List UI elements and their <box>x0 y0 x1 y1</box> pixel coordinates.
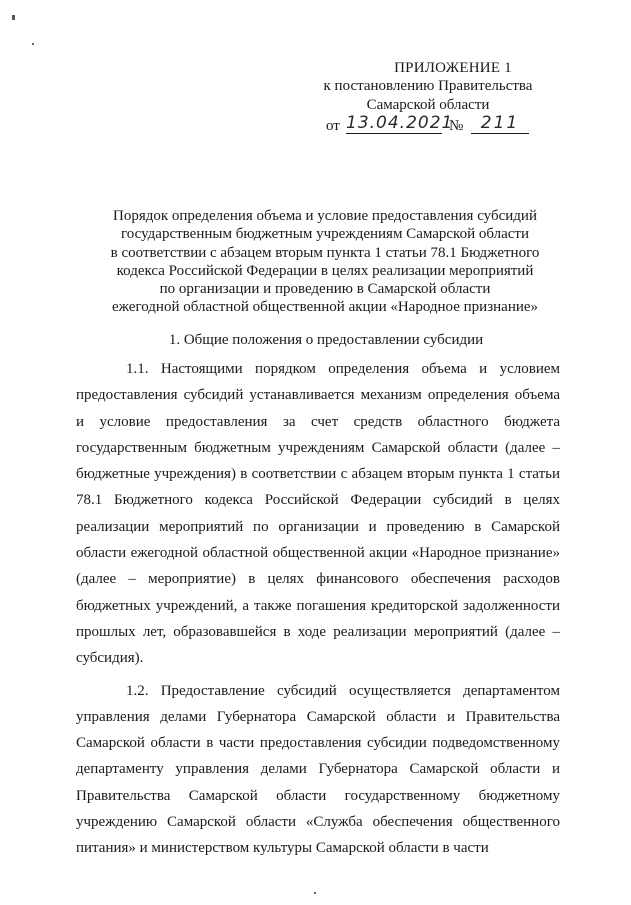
handwritten-number: 211 <box>471 114 529 134</box>
document-heading <box>80 207 570 317</box>
annex-resolution-line: к постановлению Правительства <box>323 78 533 94</box>
heading-line: в соответствии с абзацем вторым пункта 1 статьи 78.1 Бюджетного <box>110 244 540 261</box>
section-title: 1. Общие положения о предоставлении субсидии <box>168 332 484 348</box>
number-sign: № <box>449 118 464 134</box>
handwritten-date: 13.04.2021 <box>346 113 454 133</box>
annex-title: ПРИЛОЖЕНИЕ 1 <box>394 60 512 76</box>
scan-speck <box>314 892 316 894</box>
paragraph-1-2: 1.2. Предоставление субсидий осуществляется департаментом управления делами Губернатора Самарской области и Правительства Самарской области в части предоставления субсидии подведомственному департаменту управления делами Губернатора Самарской области и Правительства Самарской области государственному бюджетному учреждению Самарской области «Служба обеспечения общественного питания» и министерством культуры Самарской области в части <box>76 682 560 857</box>
annex-date-number-line <box>313 114 543 136</box>
heading-line: государственным бюджетным учреждениям Самарской области <box>121 226 529 243</box>
heading-line: кодекса Российской Федерации в целях реализации мероприятий <box>116 262 534 279</box>
heading-line: по организации и проведению в Самарской области <box>159 281 491 298</box>
date-prefix: от <box>326 118 340 134</box>
scan-speck <box>32 43 34 45</box>
heading-line: Порядок определения объема и условие предоставления субсидий <box>113 208 537 224</box>
annex-region-line: Самарской области <box>366 97 490 113</box>
scan-speck <box>12 15 15 20</box>
document-body <box>76 356 560 862</box>
paragraph-1-1: 1.1. Настоящими порядком определения объема и условием предоставления субсидий устанавливается механизм определения объема и условие предоставления за счет средств областного бюджета государственным бюджетным учреждениям Самарской области (далее – бюджетные учреждения) в соответствии с абзацем вторым пункта 1 статьи 78.1 Бюджетного кодекса Российской Федерации субсидий в целях реализации мероприятий по организации и проведению в Самарской области ежегодной областной общественной акции «Народное признание» (далее – мероприятие) в целях финансового обеспечения расходов бюджетных учреждений, а также погашения кредиторской задолженности прошлых лет, образовавшейся в ходе реализации мероприятий (далее – субсидия). <box>76 361 560 667</box>
heading-line: ежегодной областной общественной акции «Народное признание» <box>111 299 539 316</box>
